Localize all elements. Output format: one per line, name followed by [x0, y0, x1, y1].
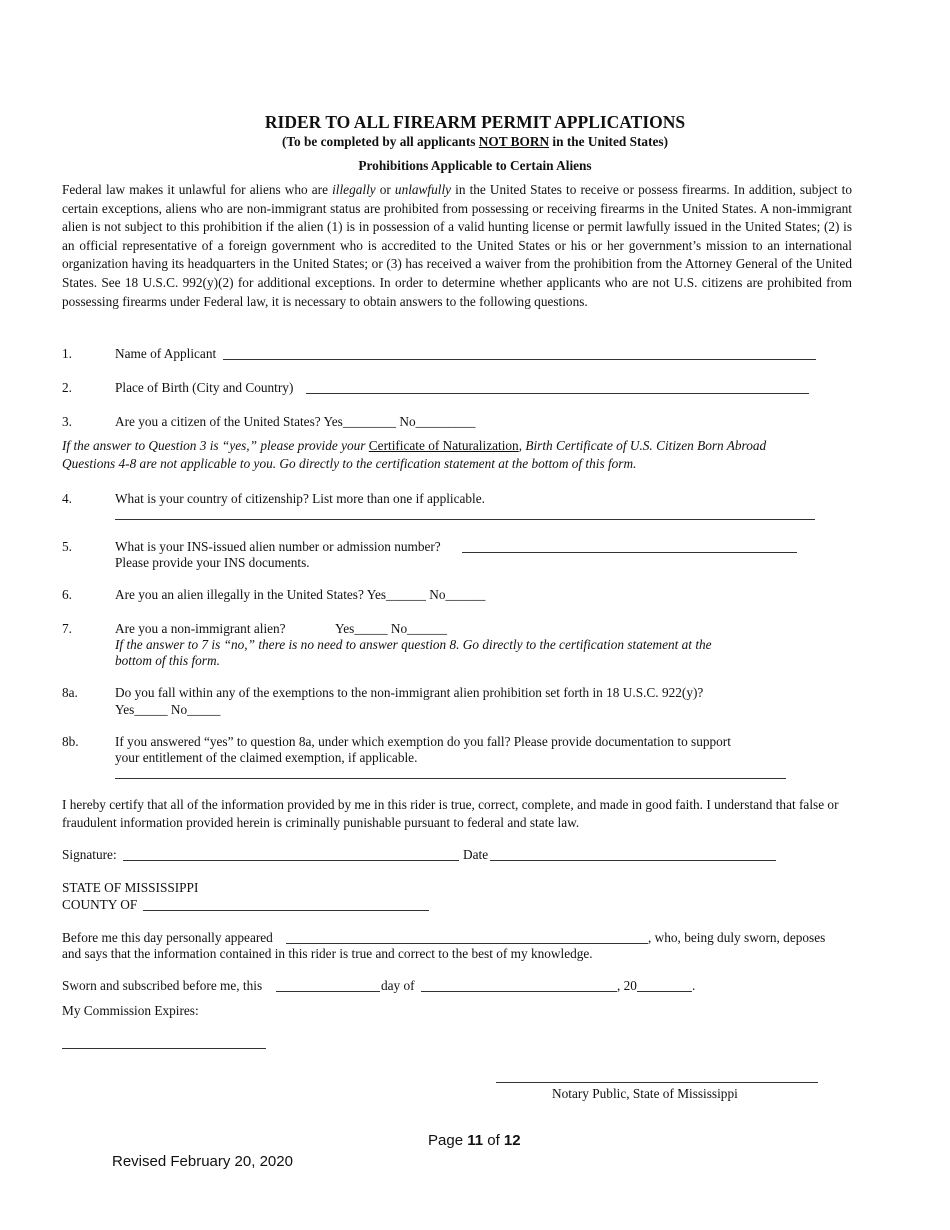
q3-note-line1	[62, 437, 766, 455]
intro-text-2: in the United States to receive or possess firearms. In addition, subject to certain exceptions, aliens who are non-immigrant status are prohibited from possessing or receiving firearms in the United States. A non-immigrant alien is not subject to this prohibition if the alien (1) is in possession of a valid hunting license or permit lawfully issued in the United States; (2) is an official representative of a foreign government who is accredited to the United States or his or her government’s mission to an international organization having its headquarters in the United States; or (3) has received a waiver from the prohibition from the Attorney General of the United States. See 18 U.S.C. 992(y)(2) for additional exceptions. In order to determine whether applicants who are not U.S. citizens are prohibited from possessing firearms under Federal law, it is necessary to obtain answers to the following questions.	[62, 182, 852, 309]
q4-label: What is your country of citizenship? List more than one if applicable.	[115, 491, 485, 506]
appeared-line-2: and says that the information contained in this rider is true and correct to the best of my knowledge.	[62, 946, 593, 961]
q3-note-b: , Birth Certificate of U.S. Citizen Born Abroad	[518, 438, 767, 453]
q8b-label-2: your entitlement of the claimed exemption, if applicable.	[115, 750, 418, 765]
q5-label-2: Please provide your INS documents.	[115, 555, 310, 570]
q8a-number: 8a.	[62, 685, 78, 700]
q3-note-certificate: Certificate of Naturalization	[368, 438, 519, 453]
county-label: COUNTY OF	[62, 897, 138, 912]
q5-label: What is your INS-issued alien number or admission number?	[115, 539, 441, 554]
page-subtitle	[0, 133, 950, 151]
appeared-name-field[interactable]	[286, 943, 648, 944]
appeared-pre: Before me this day personally appeared	[62, 930, 273, 945]
date-label: Date	[463, 847, 489, 862]
q8b-number: 8b.	[62, 734, 79, 749]
sworn-day-field[interactable]	[276, 991, 380, 992]
sworn-day-label: day of	[381, 978, 415, 993]
sworn-pre: Sworn and subscribed before me, this	[62, 978, 263, 993]
q8b-label: If you answered “yes” to question 8a, under which exemption do you fall? Please provide documentation to support	[115, 734, 731, 749]
q1-number: 1.	[62, 346, 72, 361]
intro-illegally: illegally	[332, 182, 376, 197]
of-word: of	[483, 1132, 504, 1149]
notary-public-label: Notary Public, State of Mississippi	[552, 1086, 738, 1101]
q7-label: Are you a non-immigrant alien?	[115, 621, 286, 636]
page-word: Page	[428, 1132, 468, 1149]
subtitle-pre: (To be completed by all applicants	[281, 134, 479, 149]
q7-note-1: If the answer to 7 is “no,” there is no need to answer question 8. Go directly to the certification statement at the	[115, 637, 712, 652]
q2-birthplace-field[interactable]	[306, 393, 809, 394]
certification-statement: I hereby certify that all of the information provided by me in this rider is true, correct, complete, and made in good faith. I understand that false or fraudulent information provided herein is criminally punishable pursuant to federal and state law.	[62, 797, 839, 830]
sworn-year-label: , 20	[617, 978, 637, 993]
q5-number: 5.	[62, 539, 72, 554]
signature-label: Signature:	[62, 847, 117, 862]
page-total: 12	[503, 1132, 521, 1149]
sworn-month-field[interactable]	[421, 991, 617, 992]
signature-field[interactable]	[123, 860, 459, 861]
intro-text-1: Federal law makes it unlawful for aliens who are	[62, 182, 333, 197]
page-current: 11	[467, 1132, 484, 1149]
intro-or: or	[375, 182, 395, 197]
q7-number: 7.	[62, 621, 72, 636]
county-field[interactable]	[143, 910, 429, 911]
q8a-yes-no[interactable]: Yes_____ No_____	[115, 702, 221, 717]
sworn-year-field[interactable]	[637, 991, 692, 992]
q2-label: Place of Birth (City and Country)	[115, 380, 294, 395]
q1-label: Name of Applicant	[115, 346, 217, 361]
q4-number: 4.	[62, 491, 72, 506]
page-number	[428, 1132, 521, 1150]
state-label: STATE OF MISSISSIPPI	[62, 880, 199, 895]
q3-number: 3.	[62, 414, 72, 429]
q3-note-a: If the answer to Question 3 is “yes,” please provide your	[62, 438, 369, 453]
subtitle-post: in the United States)	[549, 134, 669, 149]
q7-note-2: bottom of this form.	[115, 653, 220, 668]
subtitle-underlined: NOT BORN	[478, 134, 550, 149]
commission-label: My Commission Expires:	[62, 1003, 199, 1018]
q6-number: 6.	[62, 587, 72, 602]
page-title: RIDER TO ALL FIREARM PERMIT APPLICATIONS	[264, 112, 686, 132]
q5-alien-number-field[interactable]	[462, 552, 797, 553]
notary-signature-field[interactable]	[496, 1082, 818, 1083]
q2-number: 2.	[62, 380, 72, 395]
commission-expires-field[interactable]	[62, 1048, 266, 1049]
section-title: Prohibitions Applicable to Certain Aliens	[358, 158, 592, 173]
q4-citizenship-field[interactable]	[115, 519, 815, 520]
q3-note-line2: Questions 4-8 are not applicable to you. Go directly to the certification statement at the bottom of this form.	[62, 456, 637, 471]
q6-label[interactable]: Are you an alien illegally in the United States? Yes______ No______	[115, 587, 486, 602]
q8a-label: Do you fall within any of the exemptions to the non-immigrant alien prohibition set forth in 18 U.S.C. 922(y)?	[115, 685, 704, 700]
sworn-end: .	[692, 978, 696, 993]
revised-date: Revised February 20, 2020	[112, 1153, 293, 1170]
q8b-exemption-field[interactable]	[115, 778, 786, 779]
q7-yes-no[interactable]: Yes_____ No______	[335, 621, 448, 636]
date-field[interactable]	[490, 860, 776, 861]
appeared-post: , who, being duly sworn, deposes	[648, 930, 826, 945]
q3-label[interactable]: Are you a citizen of the United States? Yes________ No_________	[115, 414, 476, 429]
intro-unlawfully: unlawfully	[394, 182, 452, 197]
intro-paragraph	[62, 181, 852, 311]
q1-name-field[interactable]	[223, 359, 816, 360]
